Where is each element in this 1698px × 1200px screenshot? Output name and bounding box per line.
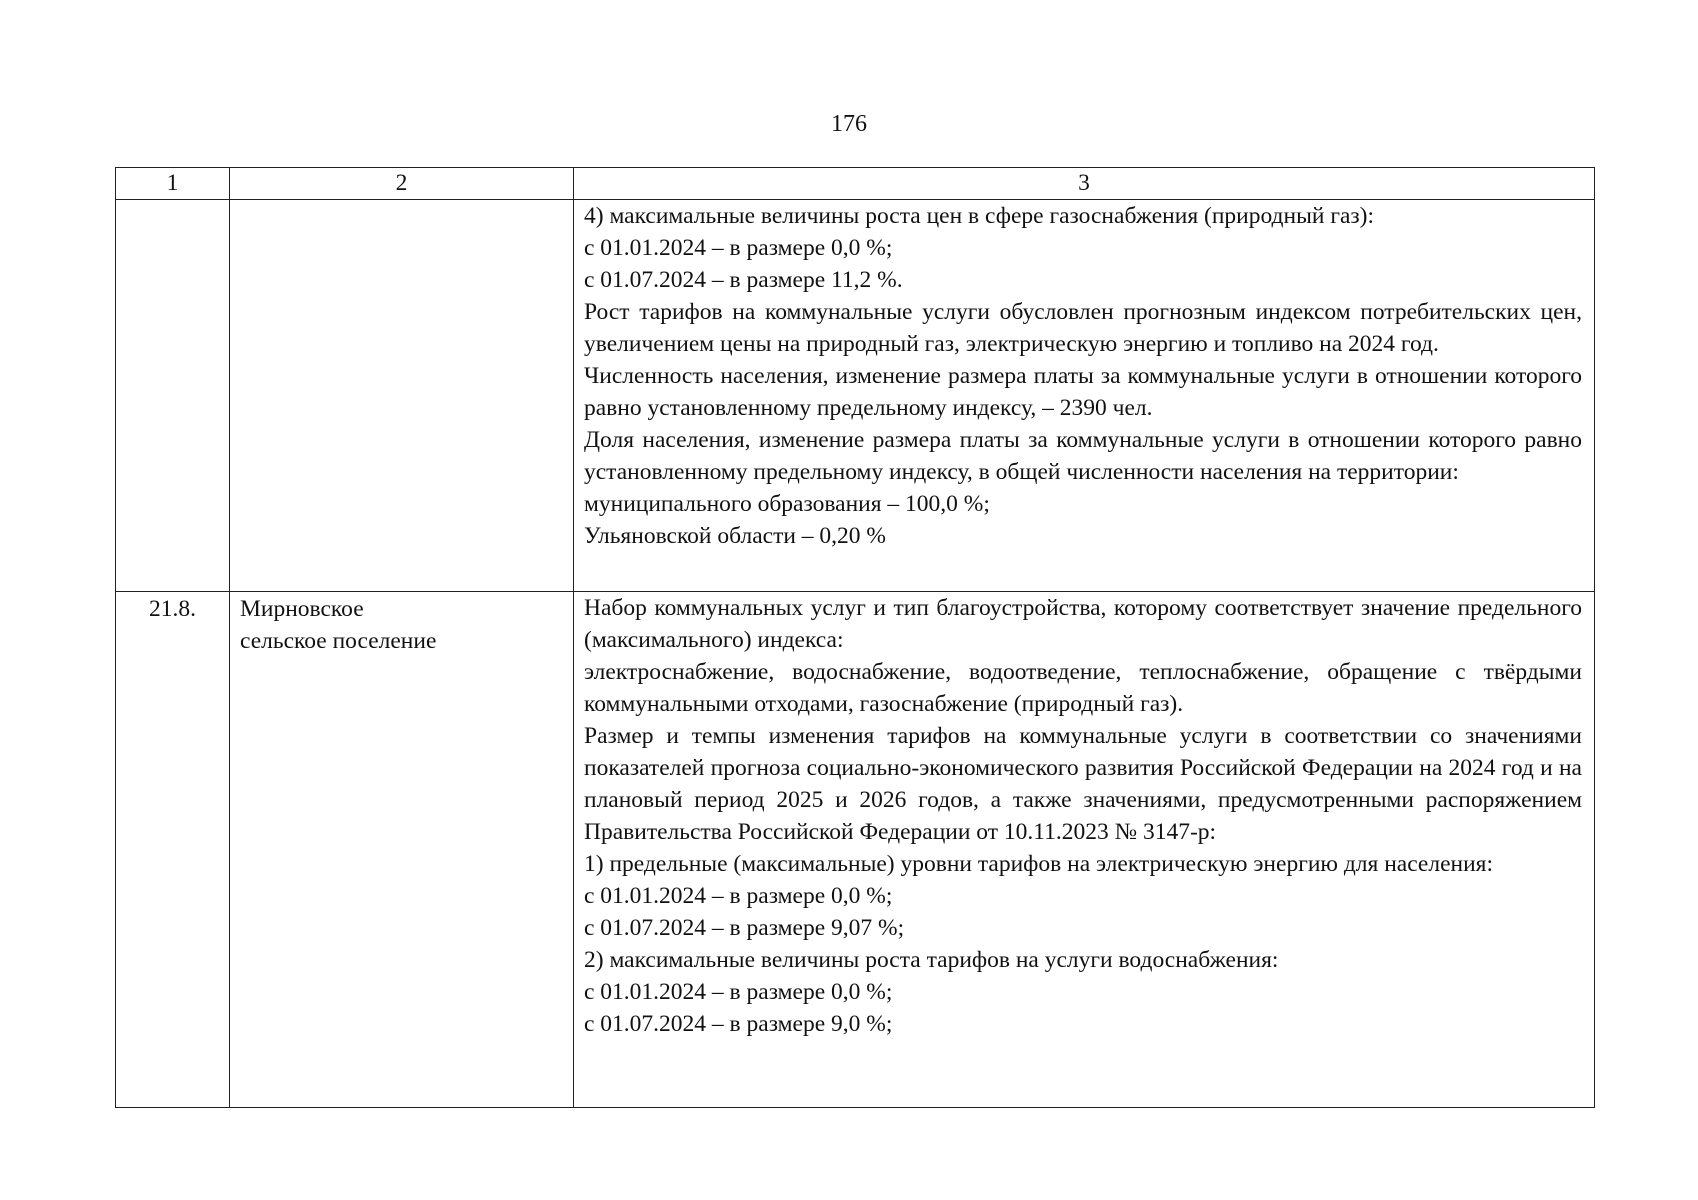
paragraph: Доля населения, изменение размера платы за коммунальные услуги в отношении которого равно установленному предельному индексу, в общей численности населения на территории: (584, 427, 1582, 485)
paragraph: с 01.01.2024 – в размере 0,0 %; (584, 883, 893, 909)
settlement-name-cell (230, 200, 574, 592)
table-header-row (116, 168, 1595, 200)
description-cell (574, 592, 1595, 1108)
table-row (116, 592, 1595, 1108)
paragraph: с 01.01.2024 – в размере 0,0 %; (584, 979, 893, 1005)
paragraph: муниципального образования – 100,0 %; (584, 491, 990, 517)
settlement-name-line: сельское поселение (240, 628, 437, 654)
paragraph: 2) максимальные величины роста тарифов на услуги водоснабжения: (584, 947, 1279, 973)
paragraph: с 01.07.2024 – в размере 9,0 %; (584, 1011, 893, 1037)
paragraph: 4) максимальные величины роста цен в сфере газоснабжения (природный газ): (584, 203, 1375, 229)
header-cell-3: 3 (574, 168, 1595, 200)
paragraph: электроснабжение, водоснабжение, водоотведение, теплоснабжение, обращение с твёрдыми коммунальными отходами, газоснабжение (природный газ). (584, 659, 1582, 717)
header-cell-1: 1 (116, 168, 230, 200)
paragraph: 1) предельные (максимальные) уровни тарифов на электрическую энергию для населения: (584, 851, 1494, 877)
row-number-cell (116, 200, 230, 592)
description-cell (574, 200, 1595, 592)
header-cell-2: 2 (230, 168, 574, 200)
paragraph: Набор коммунальных услуг и тип благоустройства, которому соответствует значение предельного (максимального) индекса: (584, 595, 1582, 653)
paragraph: с 01.01.2024 – в размере 0,0 %; (584, 235, 893, 261)
table-row (116, 200, 1595, 592)
paragraph: Ульяновской области – 0,20 % (584, 523, 887, 549)
paragraph: с 01.07.2024 – в размере 9,07 %; (584, 915, 905, 941)
paragraph: Рост тарифов на коммунальные услуги обусловлен прогнозным индексом потребительских цен, увеличением цены на природный газ, электрическую энергию и топливо на 2024 год. (584, 299, 1582, 357)
page-number: 176 (831, 111, 867, 137)
settlement-name-cell (230, 592, 574, 1108)
paragraph: с 01.07.2024 – в размере 11,2 %. (584, 267, 903, 293)
settlement-name-line: Мирновское (240, 596, 364, 622)
paragraph: Размер и темпы изменения тарифов на коммунальные услуги в соответствии со значениями показателей прогноза социально-экономического развития Российской Федерации на 2024 год и на плановый период 2025 и 2026 годов, а также значениями, предусмотренными распоряжением Правительства Российской Федерации от 10.11.2023 № 3147-р: (584, 723, 1582, 845)
tariff-table (115, 167, 1595, 1108)
row-number-cell: 21.8. (116, 592, 230, 1108)
paragraph: Численность населения, изменение размера платы за коммунальные услуги в отношении которого равно установленному предельному индексу, – 2390 чел. (584, 363, 1582, 421)
